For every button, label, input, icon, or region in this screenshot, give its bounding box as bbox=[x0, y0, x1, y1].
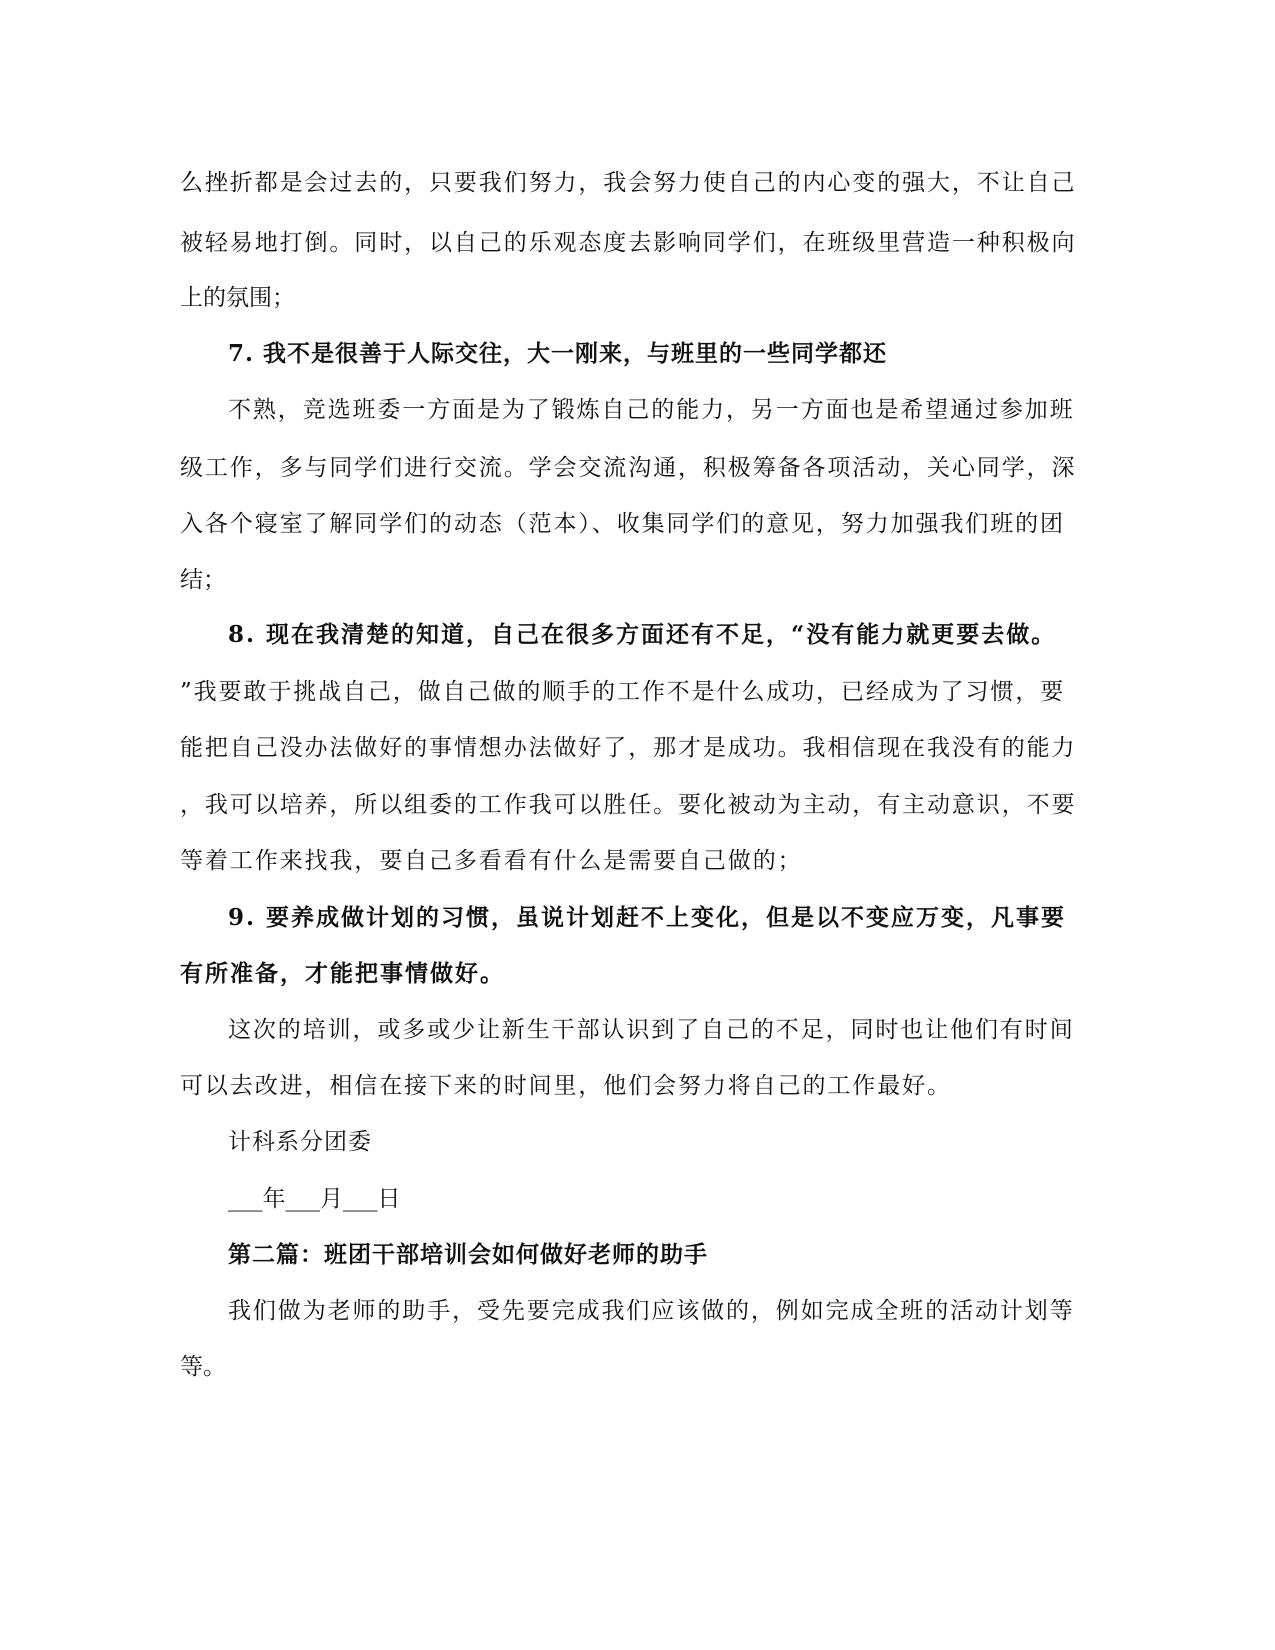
paragraph-line: 结； bbox=[180, 567, 226, 593]
paragraph-line: 我们做为老师的助手，受先要完成我们应该做的，例如完成全班的活动计划等 bbox=[228, 1298, 1075, 1324]
paragraph-line: 这次的培训，或多或少让新生干部认识到了自己的不足，同时也让他们有时间 bbox=[228, 1017, 1075, 1043]
numbered-item-heading: 7. 我不是很善于人际交往，大一刚来，与班里的一些同学都还 bbox=[228, 340, 888, 367]
numbered-item-heading: 9. 要养成做计划的习惯，虽说计划赶不上变化，但是以不变应万变，凡事要 bbox=[228, 904, 1067, 931]
paragraph-line: 级工作，多与同学们进行交流。学会交流沟通，积极筹备各项活动，关心同学，深 bbox=[180, 455, 1077, 481]
paragraph-line: 可以去改进，相信在接下来的时间里，他们会努力将自己的工作最好。 bbox=[180, 1073, 952, 1099]
paragraph-line: 不熟，竞选班委一方面是为了锻炼自己的能力，另一方面也是希望通过参加班 bbox=[228, 397, 1075, 423]
paragraph-line: 等。 bbox=[180, 1354, 226, 1380]
paragraph-line: 被轻易地打倒。同时，以自己的乐观态度去影响同学们，在班级里营造一种积极向 bbox=[180, 230, 1077, 256]
numbered-item-heading: 有所准备，才能把事情做好。 bbox=[180, 960, 505, 987]
paragraph-line: 等着工作来找我，要自己多看看有什么是需要自己做的； bbox=[180, 848, 803, 874]
paragraph-line: ，我可以培养，所以组委的工作我可以胜任。要化被动为主动，有主动意识，不要 bbox=[180, 792, 1077, 818]
section-heading: 第二篇：班团干部培训会如何做好老师的助手 bbox=[228, 1241, 708, 1268]
paragraph-line: 入各个寝室了解同学们的动态（范本）、收集同学们的意见，努力加强我们班的团 bbox=[180, 511, 1065, 537]
paragraph-line: ”我要敢于挑战自己，做自己做的顺手的工作不是什么成功，已经成为了习惯，要 bbox=[180, 679, 1066, 705]
signature-date: ___年___月___日 bbox=[228, 1186, 401, 1212]
paragraph-line: 能把自己没办法做好的事情想办法做好了，那才是成功。我相信现在我没有的能力 bbox=[180, 735, 1077, 761]
paragraph-line: 么挫折都是会过去的，只要我们努力，我会努力使自己的内心变的强大，不让自己 bbox=[180, 170, 1077, 196]
numbered-item-heading: 8. 现在我清楚的知道，自己在很多方面还有不足，“没有能力就更要去做。 bbox=[228, 621, 1057, 648]
paragraph-line: 上的氛围； bbox=[180, 285, 295, 311]
signature-org: 计科系分团委 bbox=[228, 1129, 372, 1155]
